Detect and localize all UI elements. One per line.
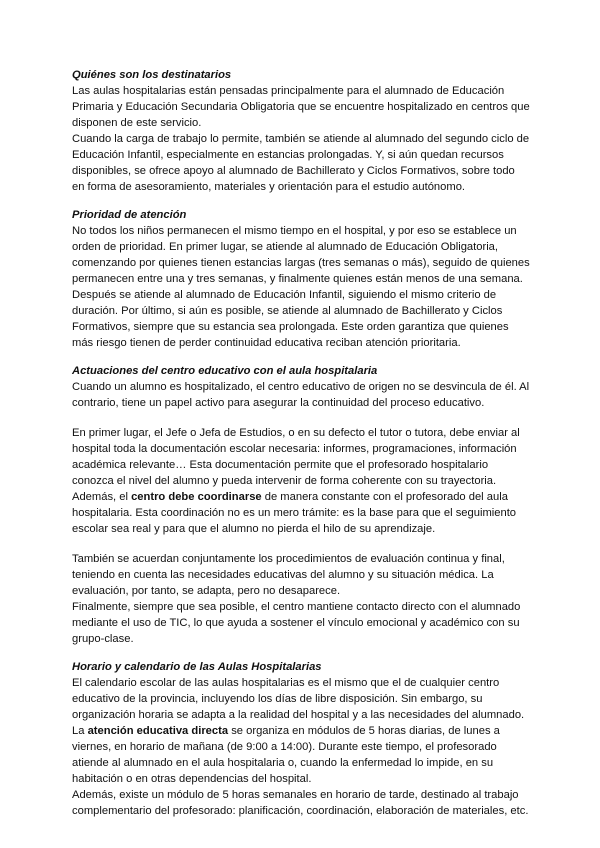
section-destinatarios (72, 67, 530, 195)
paragraph: Además, existe un módulo de 5 horas semanales en horario de tarde, destinado al trabajo complementario del profesorado: planificación, coordinación, elaboración de materiales, etc. (72, 789, 529, 817)
paragraph (72, 489, 530, 537)
paragraph (72, 723, 530, 787)
section-heading: Prioridad de atención (72, 209, 187, 221)
bold-emphasis: atención educativa directa (87, 725, 229, 737)
paragraph: No todos los niños permanecen el mismo tiempo en el hospital, y por eso se establece un orden de prioridad. En primer lugar, se atiende al alumnado de Educación Obligatoria, comenzando por quienes tienen estancias largas (tres semanas o más), seguido de quienes permanecen entre una y tres semanas, y finalmente quienes están menos de una semana. (72, 225, 530, 285)
text-run: La (72, 725, 88, 737)
paragraph: Las aulas hospitalarias están pensadas principalmente para el alumnado de Educación Primaria y Educación Secundaria Obligatoria que se encuentre hospitalizado en centros que disponen de este servicio. (72, 85, 530, 129)
paragraph: Finalmente, siempre que sea posible, el centro mantiene contacto directo con el alumnado mediante el uso de TIC, lo que ayuda a sostener el vínculo emocional y académico con su grupo-clase. (72, 601, 521, 645)
paragraph: En primer lugar, el Jefe o Jefa de Estudios, o en su defecto el tutor o tutora, debe enviar al hospital toda la documentación escolar necesaria: informes, programaciones, información académica relevante… Esta documentación permite que el profesorado hospitalario conozca el nivel del alumno y pueda intervenir de forma coherente con su trayectoria. (72, 427, 520, 487)
text-run: Además, el (72, 491, 132, 503)
section-heading: Horario y calendario de las Aulas Hospitalarias (72, 661, 322, 673)
section-horario (72, 659, 530, 819)
section-prioridad (72, 207, 530, 351)
paragraph: Cuando la carga de trabajo lo permite, también se atiende al alumnado del segundo ciclo de Educación Infantil, especialmente en estancias prolongadas. Y, si aún quedan recursos disponibles, se ofrece apoyo al alumnado de Bachillerato y Ciclos Formativos, sobre todo en forma de asesoramiento, materiales y orientación para el estudio autónomo. (72, 133, 530, 193)
section-heading: Quiénes son los destinatarios (72, 69, 232, 81)
text-run: se organiza en módulos de 5 horas diarias, de lunes a viernes, en horario de mañana (de 9:00 a 14:00). Durante este tiempo, el profesorado atiende al alumnado en el aula hospitalaria o, cuando la enfermedad lo impide, en su habitación o en otras dependencias del hospital. (72, 725, 500, 785)
bold-emphasis: centro debe coordinarse (131, 491, 262, 503)
paragraph: El calendario escolar de las aulas hospitalarias es el mismo que el de cualquier centro educativo de la provincia, incluyendo los días de libre disposición. Sin embargo, su organización horaria se adapta a la realidad del hospital y a las necesidades del alumnado. (72, 677, 525, 721)
section-actuaciones (72, 363, 530, 647)
section-heading: Actuaciones del centro educativo con el aula hospitalaria (72, 365, 378, 377)
text-run: de manera constante con el profesorado del aula hospitalaria. Esta coordinación no es un mero trámite: es la base para que el seguimiento escolar sea real y para que el alumno no pierda el hilo de su aprendizaje. (72, 491, 517, 535)
paragraph: Después se atiende al alumnado de Educación Infantil, siguiendo el mismo criterio de duración. Por último, si aún es posible, se atiende al alumnado de Bachillerato y Ciclos Formativos, siempre que su estancia sea prolongada. Este orden garantiza que quienes más riesgo tienen de perder continuidad educativa reciban atención prioritaria. (72, 289, 509, 349)
paragraph: También se acuerdan conjuntamente los procedimientos de evaluación continua y final, teniendo en cuenta las necesidades educativas del alumno y su situación médica. La evaluación, por tanto, se adapta, pero no desaparece. (72, 553, 505, 597)
paragraph: Cuando un alumno es hospitalizado, el centro educativo de origen no se desvincula de él. Al contrario, tiene un papel activo para asegurar la continuidad del proceso educativo. (72, 381, 530, 409)
